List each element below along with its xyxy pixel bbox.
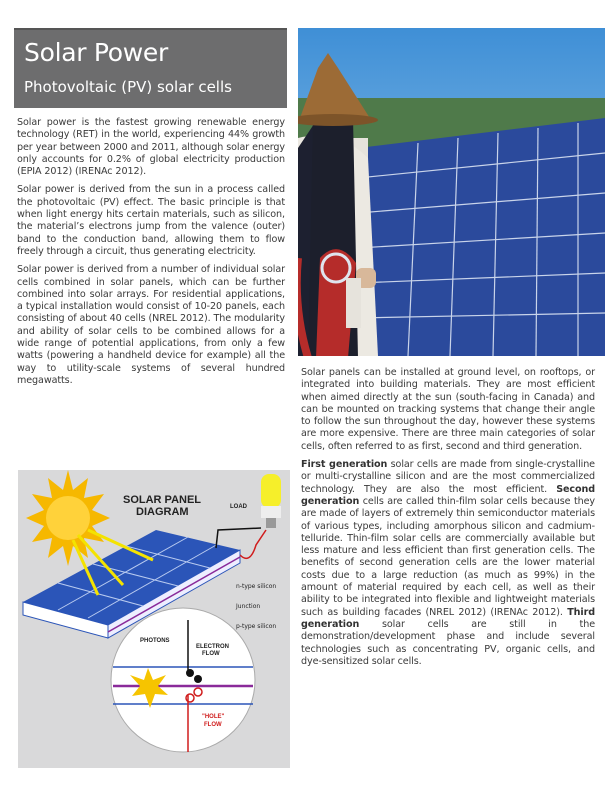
- bulb-icon: [261, 474, 281, 508]
- text: cells are called thin-film solar cells because they are made of layers of extremely thin semiconductor materials of various types, including amorphous silicon and cadmium-telluride. Thin-film solar cells are commercially available but less mature and less efficient than first generation cells. The benefits of second generation cells are the lower material costs due to a large reduction (as much as 99%) in the amount of material required by each cell, as well as their ability to be integrated into flexible and lightweight materials such as building facades (NREL 2012) (IRENAc 2012).: [301, 495, 595, 618]
- paragraph: Solar power is the fastest growing renewable energy technology (RET) in the world, experiencing 44% growth per year between 2000 and 2011, although solar energy only accounts for 0.2% of global electricity production (EPIA 2012) (IRENAc 2012).: [17, 117, 285, 178]
- solar-panel-diagram: [18, 470, 290, 768]
- n-type-label: n-type silicon: [236, 583, 277, 590]
- page-title: Solar Power: [24, 38, 168, 67]
- text: solar cells are still in the demonstration/development phase and include several technologies such as concentrating PV, organic cells, and dye-sensitized solar cells.: [301, 618, 595, 667]
- p-type-label: p-type silicon: [236, 623, 277, 630]
- electron-flow-label: ELECTRON: [196, 644, 229, 650]
- electron-flow-label: FLOW: [202, 651, 220, 657]
- hole-flow-label: FLOW: [204, 722, 222, 728]
- left-column: [17, 117, 285, 393]
- photons-label: PHOTONS: [140, 638, 170, 644]
- text: solar cells are made from single-crystalline or multi-crystalline silicon and are the most commercialized technology. They are also the most efficient.: [301, 459, 595, 495]
- bold-term: First generation: [301, 459, 388, 471]
- paragraph: Solar panels can be installed at ground level, on rooftops, or integrated into building materials. They are most efficient when aimed directly at the sun (south-facing in Canada) and can be mounted on tracking systems that change their angle to follow the sun throughout the day, however these systems are more expensive. There are three main categories of solar cells, often referred to as first, second and third generation.: [301, 367, 595, 452]
- paragraph: [301, 459, 595, 668]
- load-label: LOAD: [230, 504, 247, 510]
- paragraph: Solar power is derived from the sun in a process called the photovoltaic (PV) effect. The basic principle is that when light energy hits certain materials, such as silicon, the material’s electrons jump from the valence (outer) band to the conduction band, allowing them to flow freely through a circuit, thus generating electricity.: [17, 184, 285, 257]
- title-box: [14, 28, 287, 108]
- paragraph: Solar power is derived from a number of individual solar cells combined in solar panels, which can be further combined into solar arrays. For residential applications, a typical installation would consist of 10-20 panels, each consisting of about 40 cells (NREL 2012). The modularity and ability of solar cells to be combined allows for a wide range of potential applications, from only a few watts (powering a handheld device for example) all the way to utility-scale systems of several hundred megawatts.: [17, 264, 285, 386]
- diagram-title: SOLAR PANEL: [123, 494, 202, 506]
- right-column: [301, 367, 595, 674]
- diagram-title: DIAGRAM: [136, 506, 189, 518]
- bold-term: Second generation: [301, 483, 595, 507]
- junction-label: Junction: [236, 603, 261, 610]
- page-subtitle: Photovoltaic (PV) solar cells: [24, 78, 232, 96]
- bold-term: Third generation: [301, 606, 595, 630]
- hole-flow-label: "HOLE": [202, 714, 225, 720]
- solar-array-photo: [298, 28, 605, 356]
